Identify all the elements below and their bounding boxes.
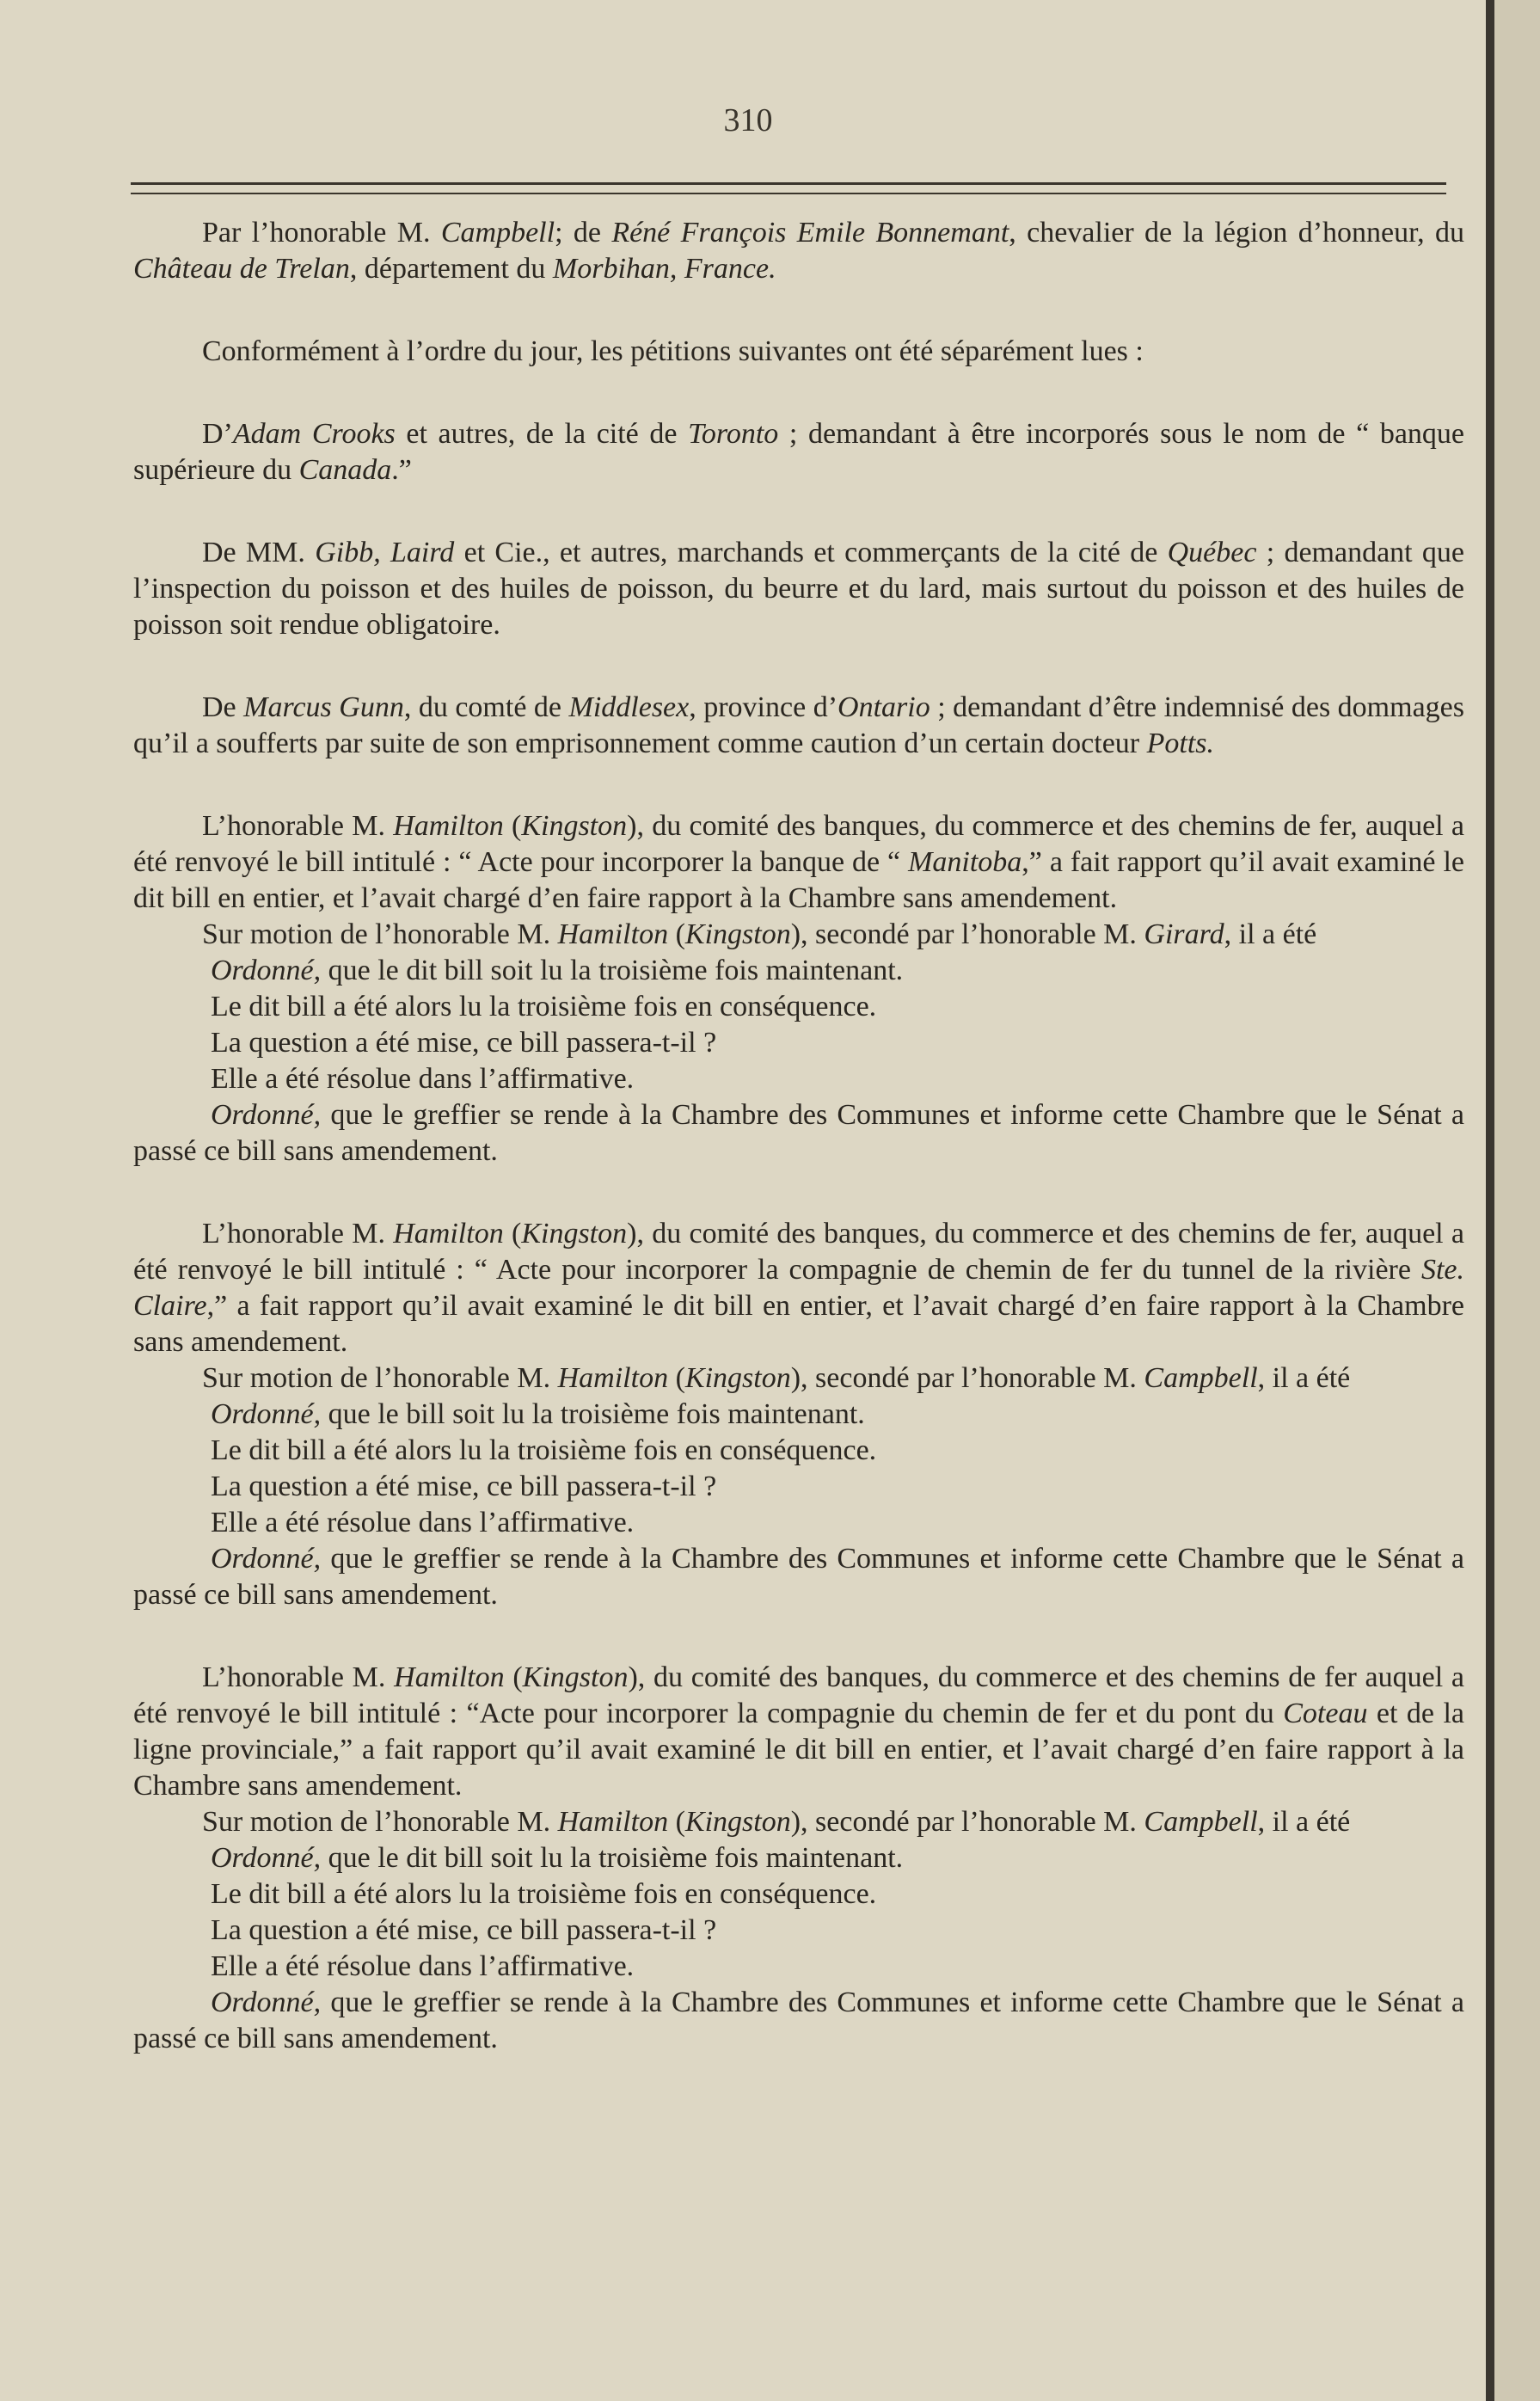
person-name: Gibb, Laird bbox=[315, 537, 455, 568]
person-name: Hamilton bbox=[394, 1661, 505, 1693]
text: De MM. bbox=[202, 537, 316, 568]
text: ( bbox=[504, 1661, 523, 1693]
person-name: Hamilton bbox=[557, 1362, 669, 1394]
person-name: Campbell bbox=[1144, 1362, 1258, 1394]
text: et Cie., et autres, marchands et commerçants de la cité de bbox=[454, 537, 1168, 568]
text: , chevalier de la légion d’honneur, du bbox=[1009, 217, 1464, 249]
order-third-reading bbox=[133, 1397, 1464, 1433]
bill-block bbox=[133, 1660, 1464, 2057]
order-label: Ordonné, bbox=[211, 1398, 322, 1430]
document-body bbox=[133, 215, 1464, 2103]
header-rule bbox=[131, 182, 1446, 185]
place-name: Ontario bbox=[837, 691, 930, 723]
person-name: Campbell bbox=[1144, 1806, 1258, 1838]
petition-presentation bbox=[133, 215, 1464, 287]
text: , province d’ bbox=[689, 691, 838, 723]
order-label: Ordonné, bbox=[211, 1099, 322, 1131]
question-put: La question a été mise, ce bill passera-t-il ? bbox=[211, 1027, 717, 1059]
place-name: Kingston bbox=[522, 1661, 629, 1693]
text: ), du comité des banques, du commerce et des chemins de fer, auquel a été renvoyé le bill intitulé : “ Acte pour incorporer la compagnie de chemin de fer du tunnel de la rivière bbox=[133, 1218, 1464, 1286]
text: ,” a fait rapport qu’il avait examiné le dit bill en entier, et l’avait chargé d’en faire rapport à la Chambre sans amendement. bbox=[133, 846, 1464, 914]
text: L’honorable M. bbox=[202, 1661, 395, 1693]
text: , département du bbox=[349, 253, 553, 285]
text: que le dit bill soit lu la troisième fois maintenant. bbox=[321, 1842, 904, 1874]
place-name: Ste. Claire bbox=[133, 1254, 1464, 1322]
text: ), du comité des banques, du commerce et des chemins de fer, auquel a été renvoyé le bill intitulé : “ Acte pour incorporer la banque de “ bbox=[133, 810, 1464, 878]
place-name: Kingston bbox=[684, 1362, 791, 1394]
bill-block bbox=[133, 808, 1464, 1170]
petition-gibb-laird bbox=[133, 535, 1464, 643]
text: L’honorable M. bbox=[202, 810, 394, 842]
text: , il a été bbox=[1257, 1806, 1351, 1838]
order-third-reading bbox=[133, 953, 1464, 989]
page-number: 310 bbox=[723, 102, 773, 138]
page-gutter bbox=[1486, 0, 1494, 2401]
place-name: Québec bbox=[1167, 537, 1257, 568]
person-name: Girard bbox=[1144, 918, 1224, 950]
text: que le bill soit lu la troisième fois maintenant. bbox=[321, 1398, 865, 1430]
affirmative-result: Elle a été résolue dans l’affirmative. bbox=[211, 1063, 635, 1095]
text: Sur motion de l’honorable M. bbox=[202, 1806, 558, 1838]
order-label: Ordonné, bbox=[211, 1842, 322, 1874]
adjacent-page-strip bbox=[1494, 0, 1540, 2401]
order-clerk bbox=[133, 1985, 1464, 2057]
text: ), secondé par l’honorable M. bbox=[790, 1362, 1144, 1394]
text: ), secondé par l’honorable M. bbox=[790, 1806, 1144, 1838]
bill-motion bbox=[133, 1804, 1464, 1840]
text: .” bbox=[391, 454, 412, 486]
petition-gunn bbox=[133, 690, 1464, 762]
place-name: Kingston bbox=[521, 1218, 628, 1250]
order-label: Ordonné, bbox=[211, 1987, 322, 2018]
question-put: La question a été mise, ce bill passera-t-il ? bbox=[211, 1914, 717, 1946]
text: ), du comité des banques, du commerce et des chemins de fer auquel a été renvoyé le bill intitulé : “Acte pour incorporer la compagnie du chemin de fer et du pont du bbox=[133, 1661, 1464, 1729]
text: , du comté de bbox=[403, 691, 569, 723]
text: que le greffier se rende à la Chambre des Communes et informe cette Chambre que le Sénat a passé ce bill sans amendement. bbox=[133, 1543, 1464, 1611]
text: ( bbox=[668, 1806, 685, 1838]
person-name: Hamilton bbox=[557, 918, 669, 950]
text: que le greffier se rende à la Chambre des Communes et informe cette Chambre que le Sénat a passé ce bill sans amendement. bbox=[133, 1987, 1464, 2054]
place-name: Middlesex bbox=[568, 691, 690, 723]
person-name: Potts. bbox=[1146, 728, 1215, 759]
person-name: Réné François Emile Bonnemant bbox=[611, 217, 1009, 249]
bill-motion bbox=[133, 1360, 1464, 1397]
place-name: Morbihan, France. bbox=[552, 253, 776, 285]
header-rule-secondary bbox=[131, 193, 1446, 194]
text: L’honorable M. bbox=[202, 1218, 394, 1250]
text: ,” a fait rapport qu’il avait examiné le dit bill en entier, et l’avait chargé d’en faire rapport à la Chambre sans amendement. bbox=[133, 1290, 1464, 1358]
affirmative-result: Elle a été résolue dans l’affirmative. bbox=[211, 1950, 635, 1982]
bill-report bbox=[133, 1216, 1464, 1360]
text: Par l’honorable M. bbox=[202, 217, 441, 249]
text: Sur motion de l’honorable M. bbox=[202, 918, 558, 950]
text: Sur motion de l’honorable M. bbox=[202, 1362, 558, 1394]
bill-report bbox=[133, 1660, 1464, 1804]
person-name: Adam Crooks bbox=[232, 418, 396, 450]
person-name: Hamilton bbox=[393, 810, 504, 842]
text: et de la ligne provinciale,” a fait rapport qu’il avait examiné le dit bill en entier, et l’avait chargé d’en faire rapport à la Chambre sans amendement. bbox=[133, 1698, 1464, 1802]
place-name: Canada bbox=[298, 454, 392, 486]
bill-report bbox=[133, 808, 1464, 917]
place-name: Manitoba bbox=[908, 846, 1022, 878]
text: ; demandant que l’inspection du poisson et des huiles de poisson, du beurre et du lard, mais surtout du poisson et des huiles de poisson soit rendue obligatoire. bbox=[133, 537, 1465, 641]
petitions-intro: Conformément à l’ordre du jour, les pétitions suivantes ont été séparément lues : bbox=[202, 335, 1144, 367]
text: , il a été bbox=[1257, 1362, 1351, 1394]
text: que le dit bill soit lu la troisième fois maintenant. bbox=[321, 955, 904, 986]
place-name: Kingston bbox=[521, 810, 628, 842]
place-name: Toronto bbox=[688, 418, 779, 450]
place-name: Coteau bbox=[1283, 1698, 1368, 1729]
person-name: Marcus Gunn bbox=[243, 691, 404, 723]
text: ( bbox=[668, 1362, 685, 1394]
order-label: Ordonné, bbox=[211, 955, 322, 986]
place-name: Kingston bbox=[684, 918, 791, 950]
text: ; demandant d’être indemnisé des dommages qu’il a soufferts par suite de son emprisonnement comme caution d’un certain docteur bbox=[133, 691, 1464, 759]
text: ( bbox=[503, 810, 522, 842]
third-reading: Le dit bill a été alors lu la troisième fois en conséquence. bbox=[211, 1434, 877, 1466]
order-clerk bbox=[133, 1541, 1464, 1613]
bill-block bbox=[133, 1216, 1464, 1613]
order-label: Ordonné, bbox=[211, 1543, 322, 1575]
order-third-reading bbox=[133, 1840, 1464, 1876]
question-put: La question a été mise, ce bill passera-t-il ? bbox=[211, 1471, 717, 1502]
third-reading: Le dit bill a été alors lu la troisième fois en conséquence. bbox=[211, 991, 877, 1022]
affirmative-result: Elle a été résolue dans l’affirmative. bbox=[211, 1507, 635, 1538]
text: ( bbox=[503, 1218, 522, 1250]
text: et autres, de la cité de bbox=[395, 418, 689, 450]
text: D’ bbox=[202, 418, 233, 450]
text: ), secondé par l’honorable M. bbox=[790, 918, 1144, 950]
petition-crooks bbox=[133, 416, 1464, 488]
order-clerk bbox=[133, 1097, 1464, 1170]
text: De bbox=[202, 691, 244, 723]
text: , il a été bbox=[1224, 918, 1317, 950]
place-name: Château de Trelan bbox=[133, 253, 350, 285]
person-name: Hamilton bbox=[557, 1806, 669, 1838]
place-name: Kingston bbox=[684, 1806, 791, 1838]
text: ( bbox=[668, 918, 685, 950]
text: ; demandant à être incorporés sous le nom de “ banque supérieure du bbox=[133, 418, 1464, 486]
person-name: Hamilton bbox=[393, 1218, 504, 1250]
bill-motion bbox=[133, 917, 1464, 953]
text: ; de bbox=[555, 217, 612, 249]
third-reading: Le dit bill a été alors lu la troisième fois en conséquence. bbox=[211, 1878, 877, 1910]
person-name: Campbell bbox=[440, 217, 555, 249]
text: que le greffier se rende à la Chambre des Communes et informe cette Chambre que le Sénat a passé ce bill sans amendement. bbox=[133, 1099, 1464, 1167]
